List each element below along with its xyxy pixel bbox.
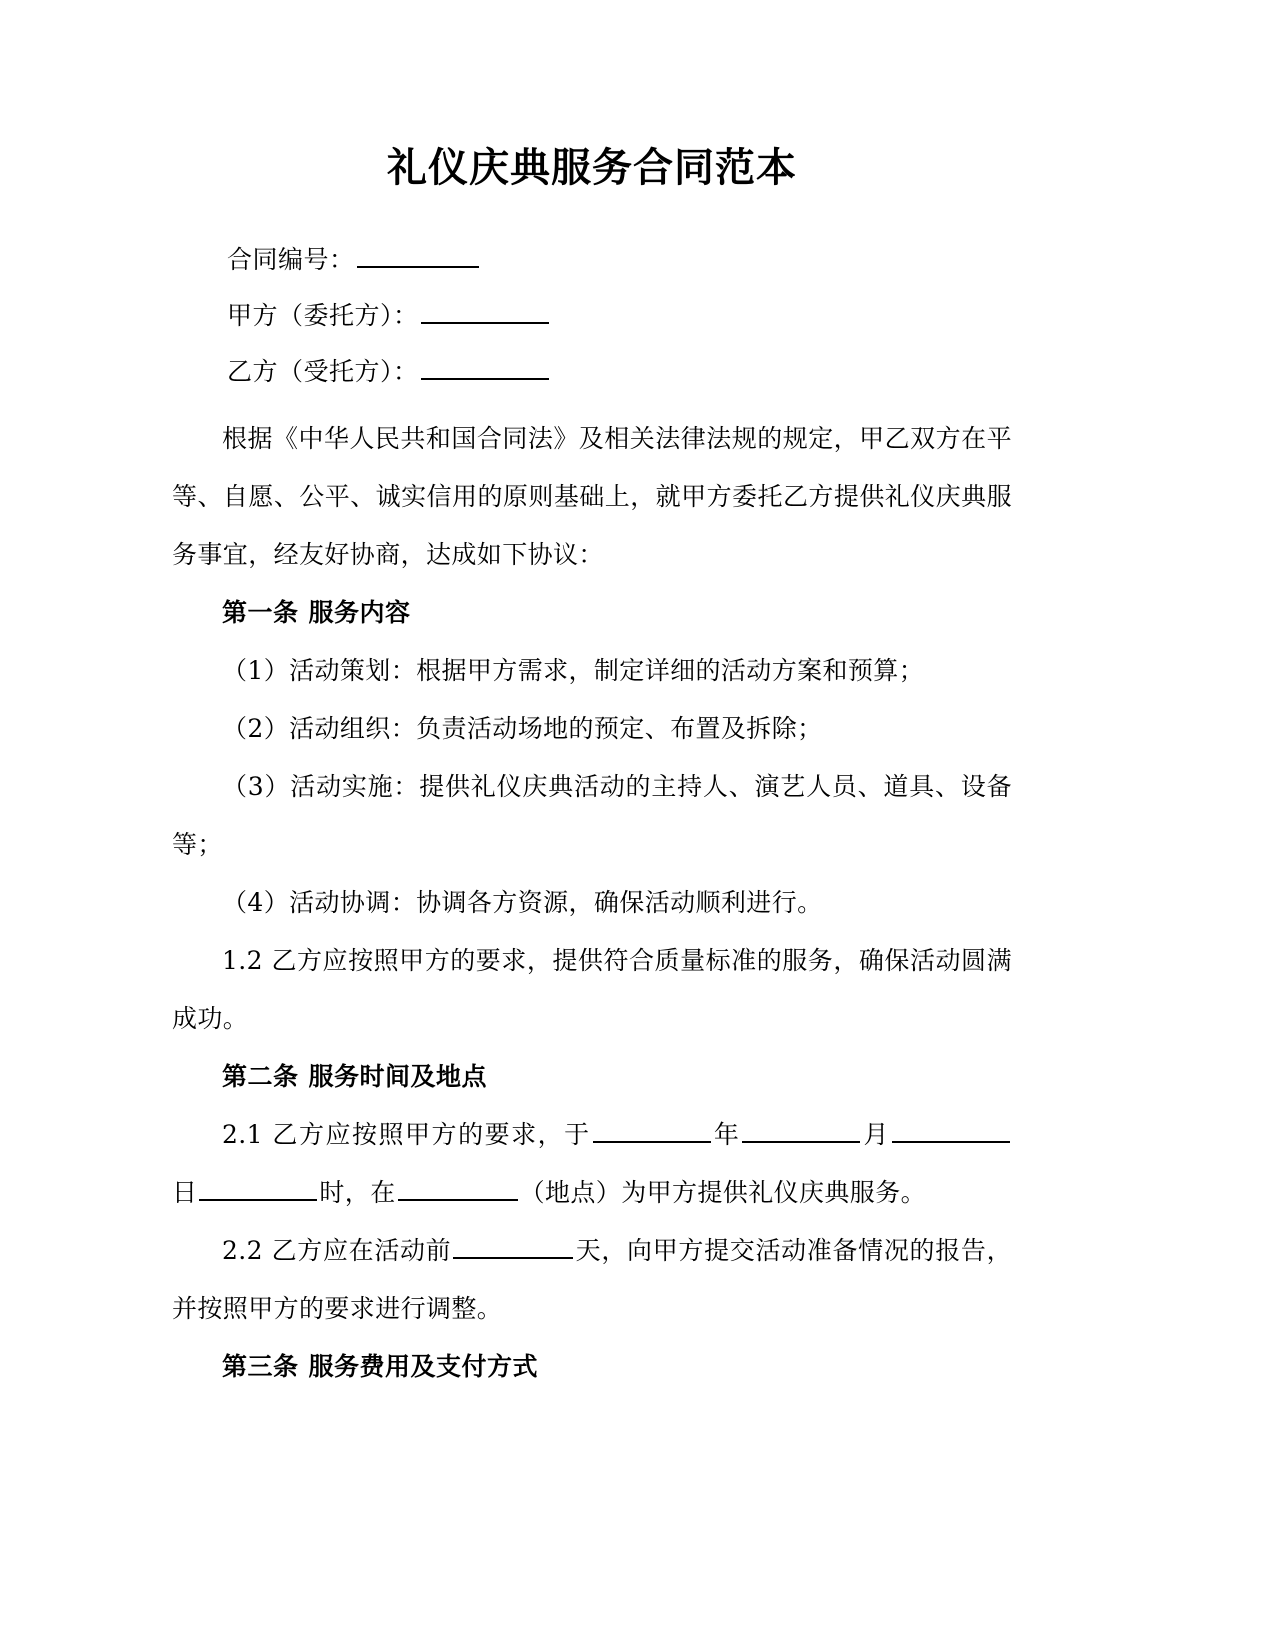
section-1-number: 第一条: [222, 598, 299, 627]
section-2-clause-2-1: [172, 1106, 1012, 1222]
field-party-b-label: 乙方（受托方）：: [227, 357, 419, 386]
field-party-a-blank[interactable]: [421, 296, 549, 324]
clause-2-1-place-blank[interactable]: [398, 1173, 518, 1201]
field-party-b-blank[interactable]: [421, 352, 549, 380]
section-1-title: 服务内容: [308, 598, 411, 627]
field-contract-number-label: 合同编号：: [227, 245, 355, 274]
clause-2-1-year-unit: 年: [712, 1120, 741, 1149]
field-contract-number: [172, 232, 1012, 288]
document-body: [172, 0, 1012, 1396]
field-party-a-label: 甲方（委托方）：: [227, 301, 419, 330]
clause-2-2-text-part-2: 天，向甲方提交活动准备情况的报告，并按照甲方的要求进行调整。: [172, 1236, 1012, 1323]
clause-2-1-text-part-1: 2.1 乙方应按照甲方的要求，于: [222, 1120, 591, 1149]
clause-2-1-day-unit: 日: [172, 1178, 198, 1207]
section-1-item-4: （4）活动协调：协调各方资源，确保活动顺利进行。: [222, 888, 823, 917]
clause-2-1-hour-blank[interactable]: [199, 1173, 317, 1201]
page-title: 礼仪庆典服务合同范本: [387, 144, 797, 191]
section-1-item-1: （1）活动策划：根据甲方需求，制定详细的活动方案和预算；: [222, 656, 925, 685]
section-3-title: 服务费用及支付方式: [308, 1352, 539, 1381]
clause-2-1-place-note: （地点）为甲方提供礼仪庆典服务。: [519, 1178, 927, 1207]
section-heading-3: [172, 1338, 1012, 1396]
clause-2-2-days-blank[interactable]: [453, 1231, 573, 1259]
header-fields: [172, 232, 1012, 400]
preamble-paragraph: 根据《中华人民共和国合同法》及相关法律法规的规定，甲乙双方在平等、自愿、公平、诚实信用的原则基础上，就甲方委托乙方提供礼仪庆典服务事宜，经友好协商，达成如下协议：: [172, 424, 1012, 569]
section-1-item-2: （2）活动组织：负责活动场地的预定、布置及拆除；: [222, 714, 823, 743]
section-2-clause-2-2: [172, 1222, 1012, 1338]
section-heading-2: [172, 1048, 1012, 1106]
clause-2-2-text-part-1: 2.2 乙方应在活动前: [222, 1236, 452, 1265]
section-2-title: 服务时间及地点: [308, 1062, 488, 1091]
field-party-a: [172, 288, 1012, 344]
section-3-number: 第三条: [222, 1352, 299, 1381]
field-contract-number-blank[interactable]: [357, 240, 479, 268]
clause-2-1-day-blank[interactable]: [892, 1115, 1010, 1143]
section-1-clause-1-2: 1.2 乙方应按照甲方的要求，提供符合质量标准的服务，确保活动圆满成功。: [172, 946, 1012, 1033]
clause-2-1-month-blank[interactable]: [742, 1115, 860, 1143]
field-party-b: [172, 344, 1012, 400]
clause-2-1-year-blank[interactable]: [593, 1115, 711, 1143]
section-heading-1: [172, 584, 1012, 642]
clause-2-1-month-unit: 月: [862, 1120, 891, 1149]
section-1-item-3: （3）活动实施：提供礼仪庆典活动的主持人、演艺人员、道具、设备等；: [172, 772, 1012, 859]
section-2-number: 第二条: [222, 1062, 299, 1091]
clause-2-1-hour-unit: 时，在: [319, 1178, 396, 1207]
